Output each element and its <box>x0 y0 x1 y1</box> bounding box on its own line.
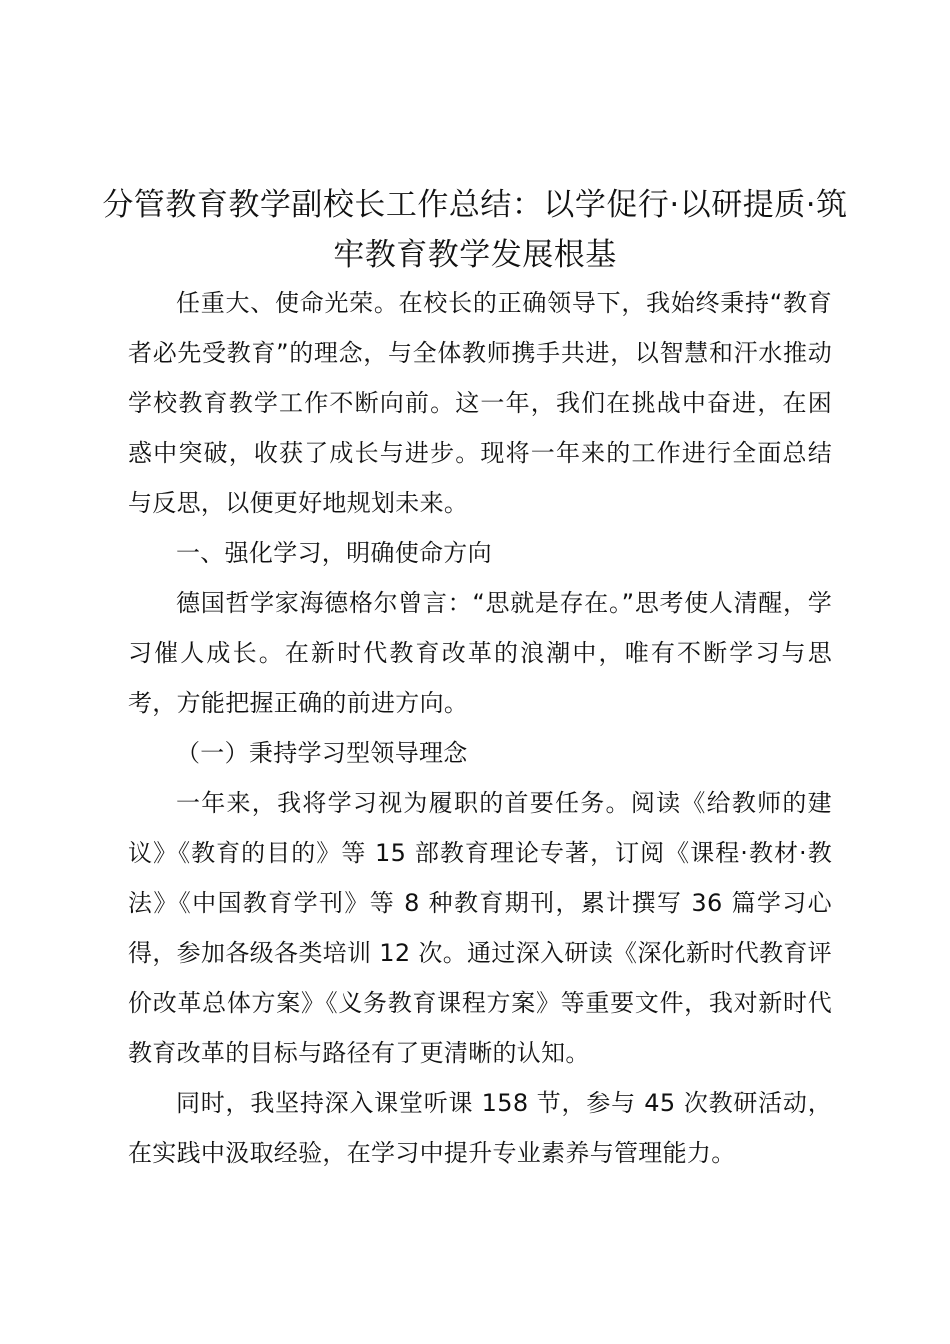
subsection-1-paragraph-1: 一年来，我将学习视为履职的首要任务。阅读《给教师的建议》《教育的目的》等 15 部教育理论专著，订阅《课程·教材·教法》《中国教育学刊》等 8 种教育期刊，累计撰写 36 篇学习心得，参加各级各类培训 12 次。通过深入研读《深化新时代教育评价改革总体方案》《义务教育课程方案》等重要文件，我对新时代教育改革的目标与路径有了更清晰的认知。 <box>128 789 832 1067</box>
document-body <box>128 278 832 1178</box>
section-1-paragraph: 德国哲学家海德格尔曾言：“思就是存在。”思考使人清醒，学习催人成长。在新时代教育改革的浪潮中，唯有不断学习与思考，方能把握正确的前进方向。 <box>128 589 832 717</box>
intro-paragraph: 任重大、使命光荣。在校长的正确领导下，我始终秉持“教育者必先受教育”的理念，与全体教师携手共进，以智慧和汗水推动学校教育教学工作不断向前。这一年，我们在挑战中奋进，在困惑中突破，收获了成长与进步。现将一年来的工作进行全面总结与反思，以便更好地规划未来。 <box>128 289 832 517</box>
subsection-1-paragraph-2: 同时，我坚持深入课堂听课 158 节，参与 45 次教研活动，在实践中汲取经验，在学习中提升专业素养与管理能力。 <box>128 1089 832 1167</box>
section-heading-1: 一、强化学习，明确使命方向 <box>176 539 492 567</box>
document-title: 分管教育教学副校长工作总结：以学促行·以研提质·筑牢教育教学发展根基 <box>102 187 848 273</box>
subsection-heading-1: （一）秉持学习型领导理念 <box>176 739 468 767</box>
